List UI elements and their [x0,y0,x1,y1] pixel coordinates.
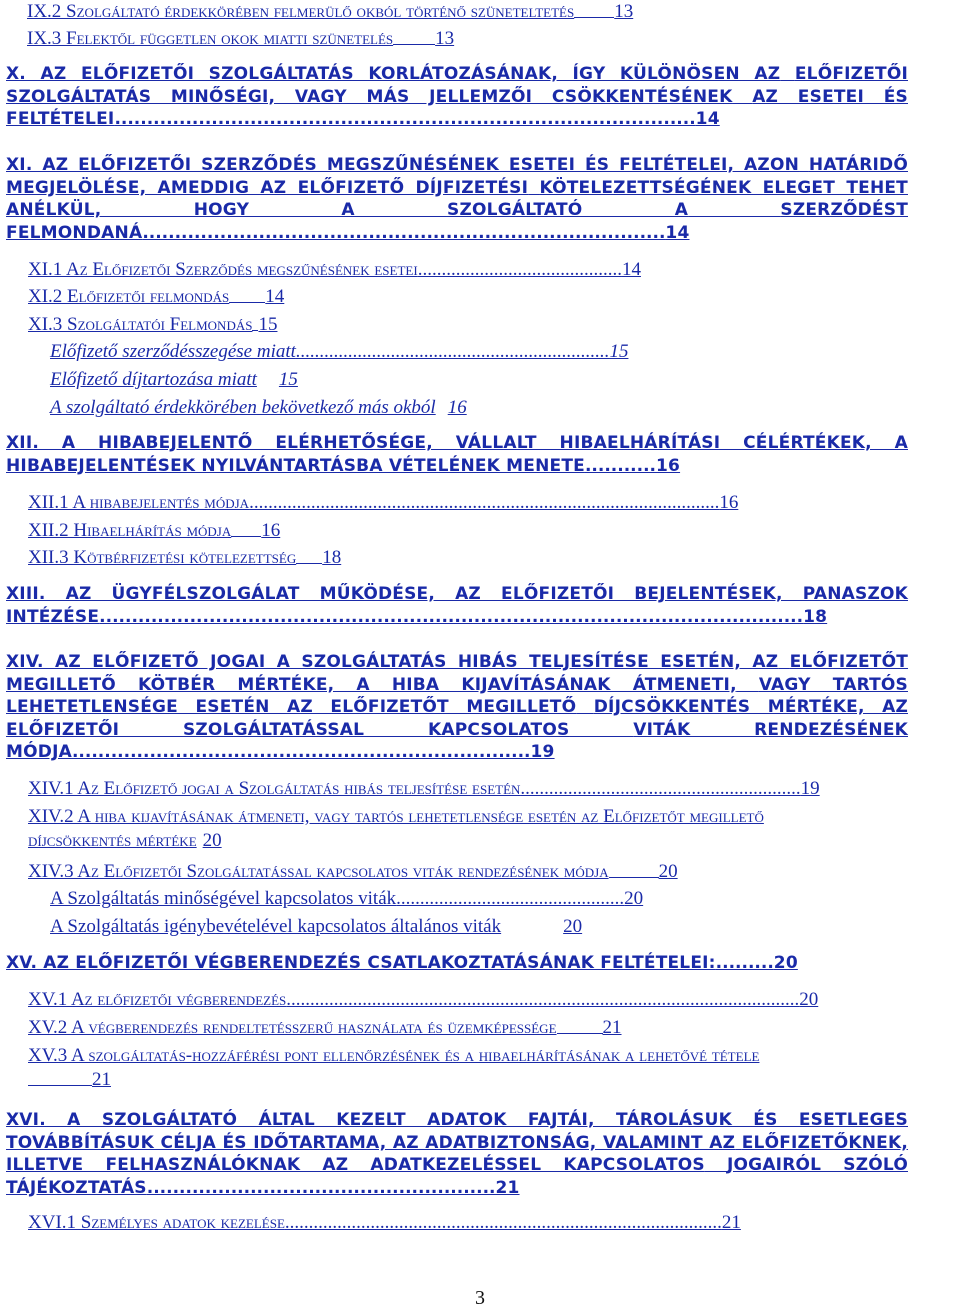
toc-page-number: 20 [624,888,644,909]
toc-entry-xi[interactable]: XI. AZ ELŐFIZETŐI SZERZŐDÉS MEGSZŰNÉSÉNEK ESETEI ÉS FELTÉTELEI, AZON HATÁRIDŐ MEGJELÖLÉSE, AMEDDIG AZ ELŐFIZETŐ DÍJFIZETÉSI KÖTELEZETTSÉGÉNEK ELEGET TEHET ANÉLKÜL, HOGY A SZOLGÁLTATÓ A SZERZŐDÉST FELMONDANÁ.................................................................................14 [6,155,908,243]
toc-page-number: 14 [621,259,641,280]
toc-page-number: 20 [658,861,678,882]
page-number: 3 [475,1287,485,1309]
toc-entry-xiv-3-b[interactable] [50,915,908,939]
toc-entry-label: XII.3 Kötbérfizetési kötelezettség [28,547,297,568]
toc-entry-xi-2[interactable] [28,285,908,309]
toc-heading-line: AZ ESETEI ÉS FELTÉTELEI [6,86,908,129]
toc-page-number: 20 [563,916,583,937]
toc-page-number: 13 [435,28,455,49]
toc-page-number: 21 [92,1069,111,1090]
toc-entry-xiii[interactable]: XIII. AZ ÜGYFÉLSZOLGÁLAT MŰKÖDÉSE, AZ ELŐFIZETŐI BEJELENTÉSEK, PANASZOK INTÉZÉSE.............................................................................................................18 [6,584,908,627]
toc-heading-line: TOVÁBBÍTÁSUK CÉLJA ÉS IDŐTARTAMA, AZ ADATBIZTONSÁG, VALAMINT AZ [6,1132,736,1153]
toc-page-number: 16 [656,455,681,476]
toc-heading-line: HATÁRIDŐ MEGJELÖLÉSE, AMEDDIG AZ ELŐFIZETŐ DÍJFIZETÉSI [6,155,908,198]
toc-entry-label: Előfizető díjtartozása miatt [50,369,257,390]
toc-page-number: 13 [614,1,634,22]
toc-page-number: 15 [609,341,629,362]
toc-heading-line: X. AZ ELŐFIZETŐI SZOLGÁLTATÁS KORLÁTOZÁSÁNAK, ÍGY KÜLÖNÖSEN AZ [6,64,781,84]
toc-heading-line: HIBABEJELENTÉSEK NYILVÁNTARTÁSBA VÉTELÉNEK MENETE [6,455,585,476]
toc-entry-label: XVI.1 Személyes adatok kezelése [28,1212,285,1233]
toc-page-number: 16 [447,397,467,418]
toc-entry-xiv-2[interactable] [28,805,908,853]
toc-heading-line: ELŐFIZETŐI SZOLGÁLTATÁS MINŐSÉGI, VAGY MÁS JELLEMZŐI CSÖKKENTÉSÉNEK [6,64,908,107]
toc-entry-xiv-1[interactable]: XIV.1 Az Előfizető jogai a Szolgáltatás hibás teljesítése esetén...........................................................19 [28,778,820,799]
toc-entry-label: XV.2 A végberendezés rendeltetésszerű használata és üzemképessége [28,1017,557,1038]
toc-page-number: 19 [530,742,555,762]
toc-entry-label: Előfizető szerződésszegése miatt [50,341,296,362]
toc-entry-ix-3[interactable] [27,27,907,51]
toc-page-number: 18 [803,606,828,627]
toc-heading-line: JOGAIRÓL SZÓLÓ TÁJÉKOZTATÁS [6,1155,908,1198]
toc-entry-xv-2[interactable] [28,1016,908,1040]
toc-page-number: 15 [278,369,298,390]
toc-page-number: 20 [799,989,819,1010]
toc-page-number: 14 [695,109,720,129]
toc-page-number: 20 [773,953,798,973]
toc-entry-label: XII.1 A hibabejelentés módja [28,492,250,513]
toc-heading-line: VAGY TARTÓS LEHETETLENSÉGE ESETÉN AZ ELŐFIZETŐT MEGILLETŐ [6,674,908,717]
toc-heading-line: XV. AZ ELŐFIZETŐI VÉGBERENDEZÉS CSATLAKOZTATÁSÁNAK FELTÉTELEI: [6,953,716,973]
toc-page-number: 21 [495,1177,520,1198]
toc-heading-line: ELŐFIZETŐT MEGILLETŐ KÖTBÉR MÉRTÉKE, A HIBA KIJAVÍTÁSÁNAK ÁTMENETI, [6,652,909,695]
toc-heading-line: XIV. AZ ELŐFIZETŐ JOGAI A SZOLGÁLTATÁS HIBÁS TELJESÍTÉSE ESETÉN, AZ [6,652,779,672]
toc-heading-line: ELŐFIZETŐKNEK, ILLETVE FELHASZNÁLÓKNAK AZ ADATKEZELÉSSEL KAPCSOLATOS [6,1132,908,1175]
toc-entry-label: XIV.3 Az Előfizetői Szolgáltatással kapcsolatos viták rendezésének módja [28,861,609,882]
toc-entry-label-continued: díjcsökkentés mértéke [28,830,197,851]
toc-heading-line: DÍJCSÖKKENTÉS MÉRTÉKE, AZ ELŐFIZETŐI SZOLGÁLTATÁSSAL KAPCSOLATOS [6,697,908,740]
toc-page-number: 15 [258,314,278,335]
toc-entry-xv-3[interactable] [28,1044,908,1092]
toc-entry-xi-3[interactable] [28,313,908,337]
toc-entry-xii-1[interactable]: XII.1 A hibabejelentés módja...................................................................................................16 [28,492,739,513]
toc-entry-x[interactable]: X. AZ ELŐFIZETŐI SZOLGÁLTATÁS KORLÁTOZÁSÁNAK, ÍGY KÜLÖNÖSEN AZ ELŐFIZETŐI SZOLGÁLTATÁS MINŐSÉGI, VAGY MÁS JELLEMZŐI CSÖKKENTÉSÉNEK AZ ESETEI ÉS FELTÉTELEI..........................................................................................14 [6,64,908,129]
toc-entry-label: XII.2 Hibaelhárítás módja [28,520,232,541]
toc-entry-label: IX.3 Felektől független okok miatti szünetelés [27,28,394,49]
toc-heading-line: XII. A HIBABEJELENTŐ ELÉRHETŐSÉGE, VÁLLALT HIBAELHÁRÍTÁSI CÉLÉRTÉKEK, A [6,433,908,453]
toc-entry-label: A Szolgáltatás minőségével kapcsolatos viták [50,888,397,909]
toc-page-number: 14 [265,286,285,307]
toc-entry-xvi[interactable]: XVI. A SZOLGÁLTATÓ ÁLTAL KEZELT ADATOK FAJTÁI, TÁROLÁSUK ÉS ESETLEGES TOVÁBBÍTÁSUK CÉLJA ÉS IDŐTARTAMA, AZ ADATBIZTONSÁG, VALAMINT AZ ELŐFIZETŐKNEK, ILLETVE FELHASZNÁLÓKNAK AZ ADATKEZELÉSSEL KAPCSOLATOS JOGAIRÓL SZÓLÓ TÁJÉKOZTATÁS......................................................21 [6,1110,908,1198]
toc-entry-xv-1[interactable]: XV.1 Az előfizetői végberendezés............................................................................................................20 [28,989,819,1010]
toc-entry-label: XIV.1 Az Előfizető jogai a Szolgáltatás hibás teljesítése esetén [28,778,521,799]
toc-entry-label: A szolgáltató érdekkörében bekövetkező más okból [50,397,436,418]
toc-entry-label: XI.2 Előfizetői felmondás [28,286,230,307]
toc-entry-xiv-3[interactable] [28,860,908,884]
toc-page-number: 21 [721,1212,741,1233]
toc-entry-xiv-3-a[interactable]: A Szolgáltatás minőségével kapcsolatos viták................................................20 [50,888,644,909]
toc-page-number: 14 [665,222,690,243]
toc-entry-xii-3[interactable] [28,546,908,570]
toc-entry-xi-3-a[interactable]: Előfizető szerződésszegése miatt..................................................................15 [50,341,629,362]
toc-heading-line: INTÉZÉSE [6,606,100,627]
toc-entry-label: IX.2 Szolgáltató érdekkörében felmerülő okból történő szüneteltetés [27,1,575,22]
toc-heading-line: XI. AZ ELŐFIZETŐI SZERZŐDÉS MEGSZŰNÉSÉNEK ESETEI ÉS FELTÉTELEI, AZON [6,155,800,175]
toc-page-number: 16 [261,520,281,541]
toc-entry-xiv[interactable]: XIV. AZ ELŐFIZETŐ JOGAI A SZOLGÁLTATÁS HIBÁS TELJESÍTÉSE ESETÉN, AZ ELŐFIZETŐT MEGILLETŐ KÖTBÉR MÉRTÉKE, A HIBA KIJAVÍTÁSÁNAK ÁTMENETI, VAGY TARTÓS LEHETETLENSÉGE ESETÉN AZ ELŐFIZETŐT MEGILLETŐ DÍJCSÖKKENTÉS MÉRTÉKE, AZ ELŐFIZETŐI SZOLGÁLTATÁSSAL KAPCSOLATOS VITÁK RENDEZÉSÉNEK MÓDJA.......................................................................19 [6,652,909,762]
toc-heading-line: VITÁK RENDEZÉSÉNEK MÓDJA [6,719,909,762]
toc-heading-line: XVI. A SZOLGÁLTATÓ ÁLTAL KEZELT ADATOK FAJTÁI, TÁROLÁSUK ÉS ESETLEGES [6,1110,908,1130]
toc-entry-label: XIV.2 A hiba kijavításának átmeneti, vagy tartós lehetetlensége esetén az Előfizetőt megillető [28,806,764,827]
toc-entry-xi-1[interactable]: XI.1 Az Előfizetői Szerződés megszűnésének esetei...........................................14 [28,259,641,280]
toc-entry-label: XV.3 A szolgáltatás-hozzáférési pont ellenőrzésének és a hibaelhárításának a lehetővé tétele [28,1045,760,1066]
toc-entry-xii[interactable]: XII. A HIBABEJELENTŐ ELÉRHETŐSÉGE, VÁLLALT HIBAELHÁRÍTÁSI CÉLÉRTÉKEK, A HIBABEJELENTÉSEK NYILVÁNTARTÁSBA VÉTELÉNEK MENETE...........16 [6,433,908,476]
toc-page-number: 16 [719,492,739,513]
toc-entry-xii-2[interactable] [28,519,908,543]
toc-page-number: 21 [602,1017,622,1038]
toc-page-number: 19 [800,778,820,799]
toc-entry-label: XI.3 Szolgáltatói Felmondás [28,314,253,335]
toc-entry-label: XI.1 Az Előfizetői Szerződés megszűnésének esetei [28,259,418,280]
toc-entry-xv[interactable]: XV. AZ ELŐFIZETŐI VÉGBERENDEZÉS CSATLAKOZTATÁSÁNAK FELTÉTELEI:.........20 [6,953,798,973]
toc-page-number: 18 [322,547,342,568]
toc-page-number: 20 [202,830,222,851]
toc-entry-xvi-1[interactable]: XVI.1 Személyes adatok kezelése............................................................................................21 [28,1212,741,1233]
toc-heading-line: XIII. AZ ÜGYFÉLSZOLGÁLAT MŰKÖDÉSE, AZ ELŐFIZETŐI BEJELENTÉSEK, PANASZOK [6,584,908,604]
toc-entry-xi-3-b[interactable] [50,368,908,392]
toc-entry-label: A Szolgáltatás igénybevételével kapcsolatos általános viták [50,916,502,937]
toc-entry-label: XV.1 Az előfizetői végberendezés [28,989,287,1010]
toc-heading-line: KÖTELEZETTSÉGÉNEK ELEGET TEHET ANÉLKÜL, HOGY A SZOLGÁLTATÓ A [6,177,908,220]
toc-entry-ix-2[interactable] [27,0,907,24]
toc-heading-line: SZERZŐDÉST FELMONDANÁ [6,200,908,243]
toc-entry-xi-3-c[interactable] [50,396,908,420]
